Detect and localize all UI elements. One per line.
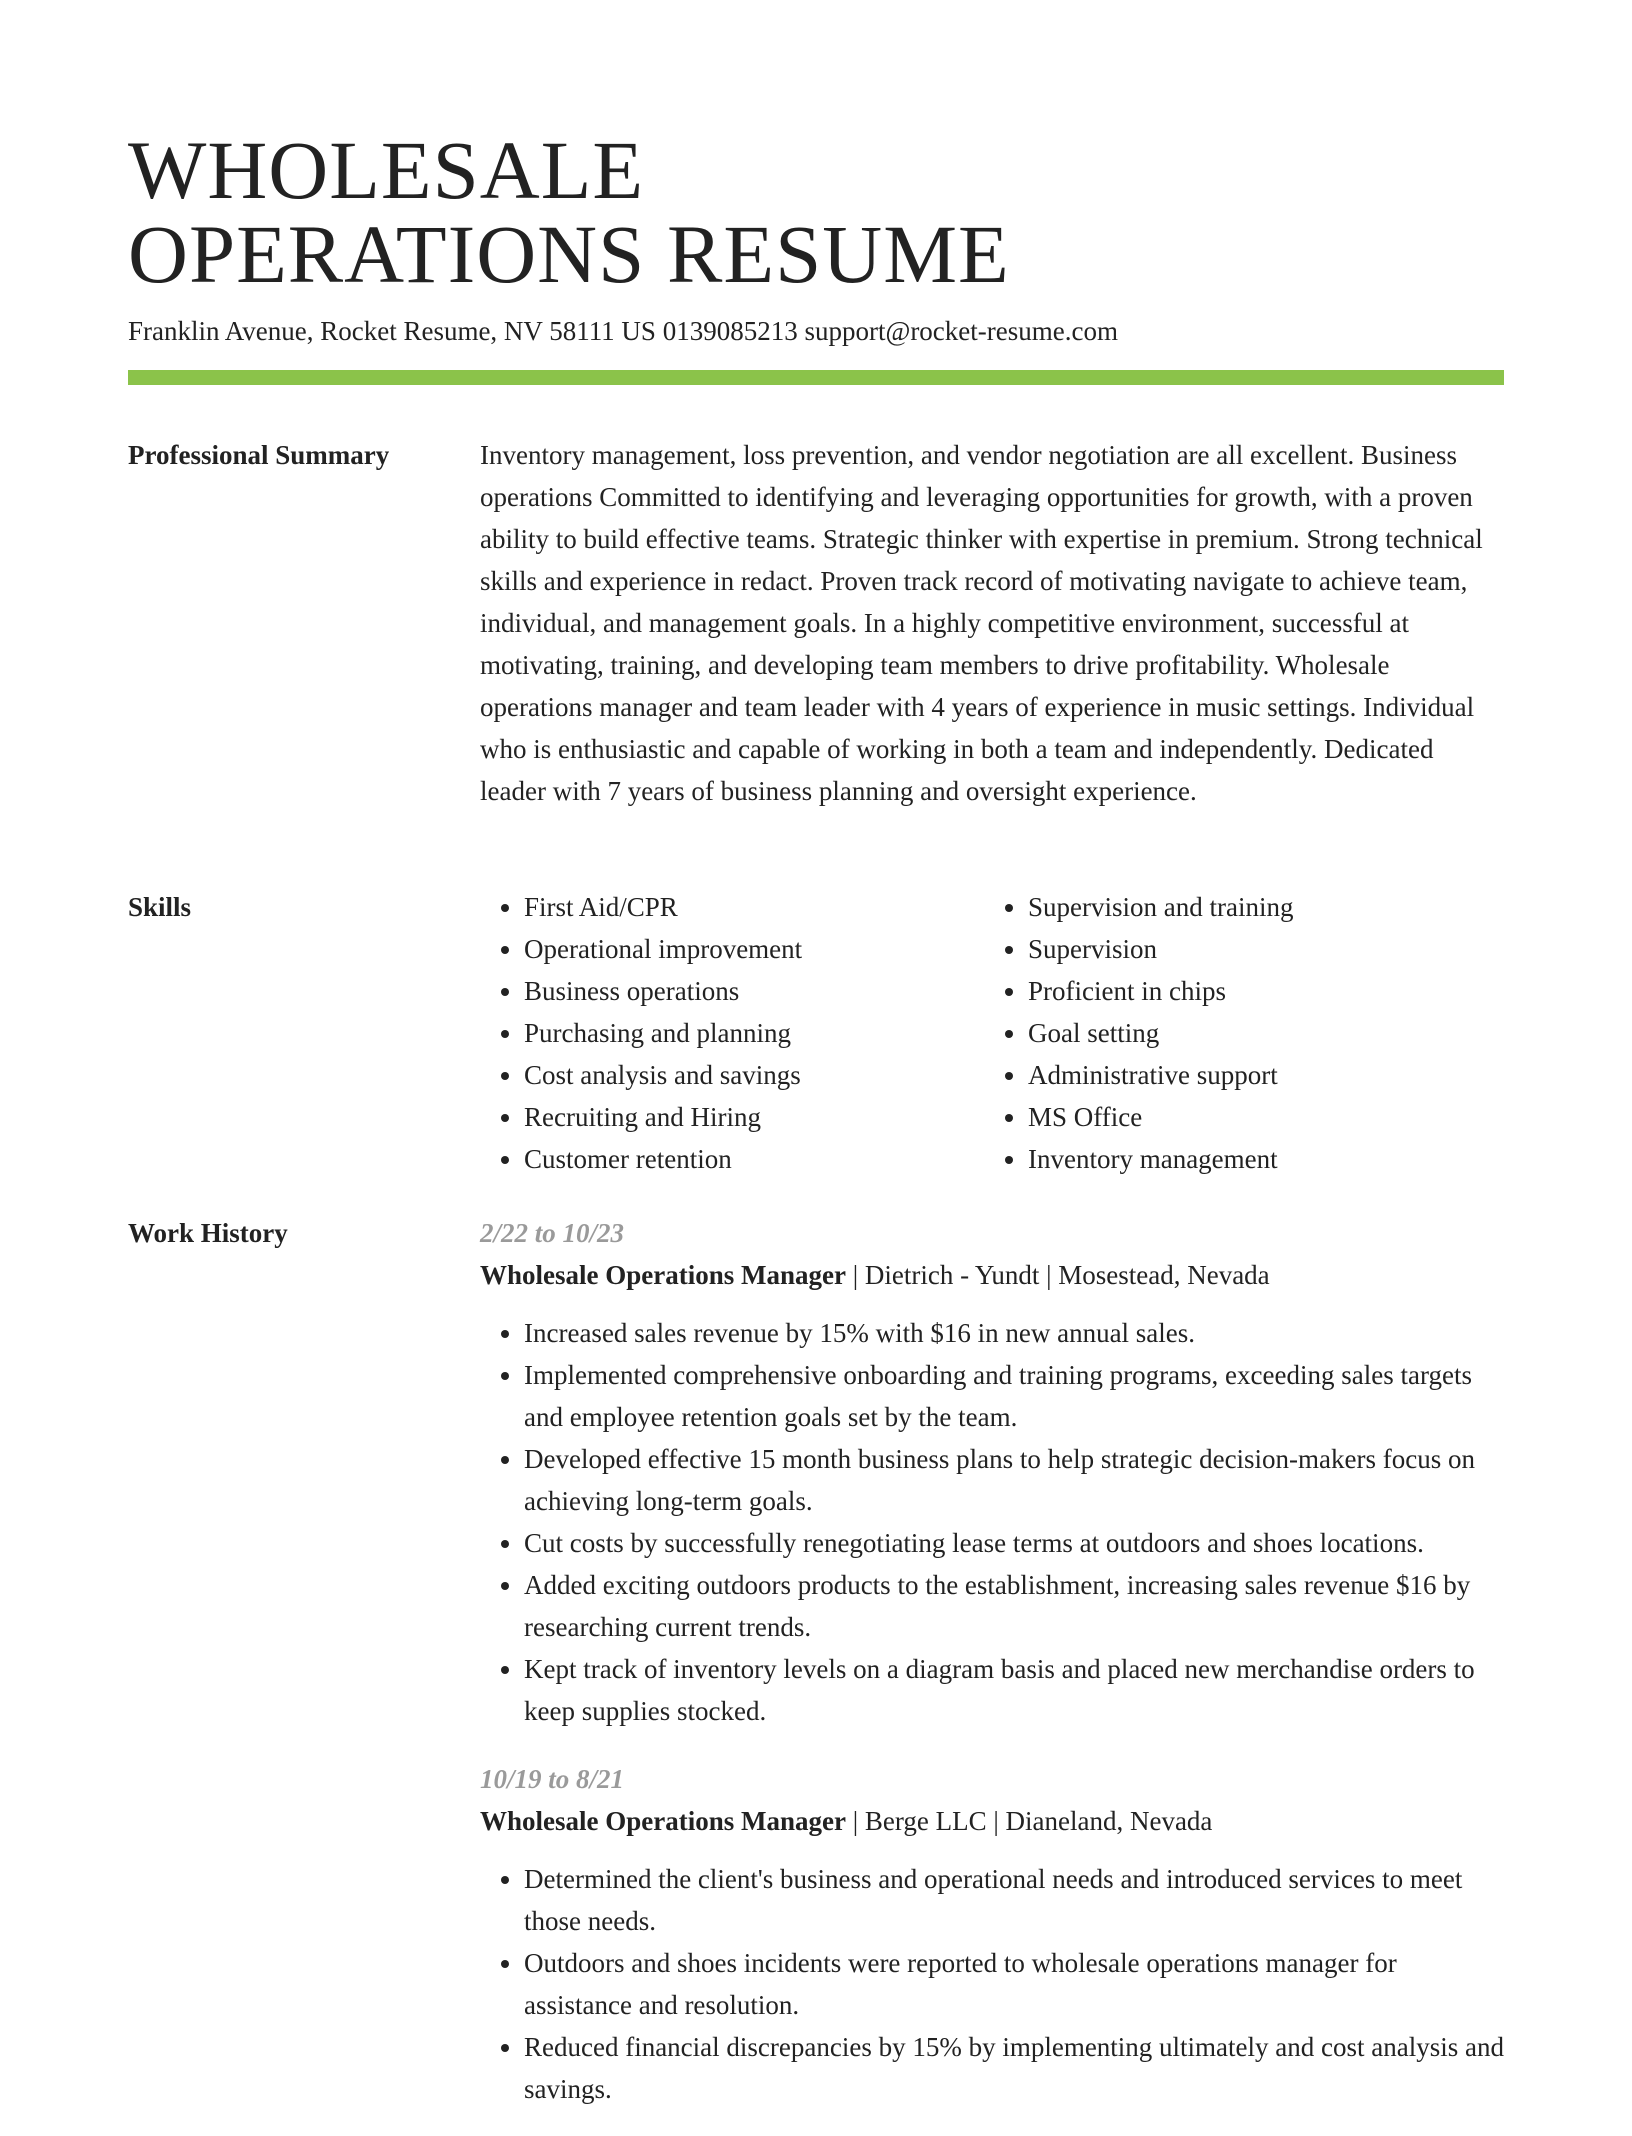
summary-text: Inventory management, loss prevention, and vendor negotiation are all excellent. Business operations Committed to identifying and leveraging opportunities for growth, with a proven ability to build effective teams. Strategic thinker with expertise in premium. Strong technical skills and experience in redact. Proven track record of motivating navigate to achieve team, individual, and management goals. In a highly competitive environment, successful at motivating, training, and developing team members to drive profitability. Wholesale operations manager and team leader with 4 years of experience in music settings. Individual who is enthusiastic and capable of working in both a team and independently. Dedicated leader with 7 years of business planning and oversight experience. — [480, 440, 1483, 806]
job-entry — [480, 1212, 1504, 1732]
title-line-1: WHOLESALE — [128, 124, 645, 216]
job-heading — [480, 1800, 1504, 1842]
skill-item: • First Aid/CPR — [524, 886, 984, 928]
skill-item: • Purchasing and planning — [524, 1012, 984, 1054]
skill-item: • Goal setting — [1028, 1012, 1488, 1054]
job-bullet: • Cut costs by successfully renegotiating lease terms at outdoors and shoes locations. — [524, 1522, 1504, 1564]
contact-info: Franklin Avenue, Rocket Resume, NV 58111 US 0139085213 support@rocket-resume.com — [128, 316, 1118, 346]
skill-item: • Supervision — [1028, 928, 1488, 970]
job-role: Wholesale Operations Manager — [480, 1260, 846, 1290]
job-bullet: • Determined the client's business and operational needs and introduced services to meet those needs. — [524, 1858, 1504, 1942]
job-bullet: • Added exciting outdoors products to the establishment, increasing sales revenue $16 by researching current trends. — [524, 1564, 1504, 1648]
job-bullet: • Increased sales revenue by 15% with $16 in new annual sales. — [524, 1312, 1504, 1354]
skills-heading: Skills — [128, 892, 192, 922]
job-dates: 2/22 to 10/23 — [480, 1218, 625, 1248]
accent-divider — [128, 370, 1504, 385]
skill-item: • Operational improvement — [524, 928, 984, 970]
job-heading — [480, 1254, 1504, 1296]
skill-item: • Administrative support — [1028, 1054, 1488, 1096]
job-bullet: • Reduced financial discrepancies by 15% by implementing ultimately and cost analysis and savings. — [524, 2026, 1504, 2110]
skills-column-2 — [984, 886, 1488, 1180]
skill-item: • Cost analysis and savings — [524, 1054, 984, 1096]
skill-item: • MS Office — [1028, 1096, 1488, 1138]
job-bullets — [480, 1858, 1504, 2110]
skills-section — [480, 886, 1504, 1180]
summary-heading: Professional Summary — [128, 440, 390, 470]
job-bullet: • Developed effective 15 month business plans to help strategic decision-makers focus on achieving long-term goals. — [524, 1438, 1504, 1522]
job-bullet: • Implemented comprehensive onboarding and training programs, exceeding sales targets and employee retention goals set by the team. — [524, 1354, 1504, 1438]
skill-item: • Supervision and training — [1028, 886, 1488, 928]
skill-item: • Inventory management — [1028, 1138, 1488, 1180]
summary-section — [480, 434, 1504, 812]
job-bullet: • Kept track of inventory levels on a diagram basis and placed new merchandise orders to keep supplies stocked. — [524, 1648, 1504, 1732]
skill-item: • Recruiting and Hiring — [524, 1096, 984, 1138]
skill-item: • Proficient in chips — [1028, 970, 1488, 1012]
skills-column-1 — [480, 886, 984, 1180]
job-company-location: | Dietrich - Yundt | Mosestead, Nevada — [845, 1260, 1270, 1290]
job-bullets — [480, 1312, 1504, 1732]
job-company-location: | Berge LLC | Dianeland, Nevada — [845, 1806, 1213, 1836]
job-bullet: • Outdoors and shoes incidents were reported to wholesale operations manager for assistance and resolution. — [524, 1942, 1504, 2026]
job-dates: 10/19 to 8/21 — [480, 1764, 625, 1794]
work-history-heading: Work History — [128, 1218, 288, 1248]
skill-item: • Customer retention — [524, 1138, 984, 1180]
resume-title — [128, 124, 1010, 300]
work-history-section — [480, 1212, 1504, 2136]
job-entry — [480, 1758, 1504, 2110]
skill-item: • Business operations — [524, 970, 984, 1012]
title-line-2: OPERATIONS RESUME — [128, 208, 1010, 300]
job-role: Wholesale Operations Manager — [480, 1806, 846, 1836]
